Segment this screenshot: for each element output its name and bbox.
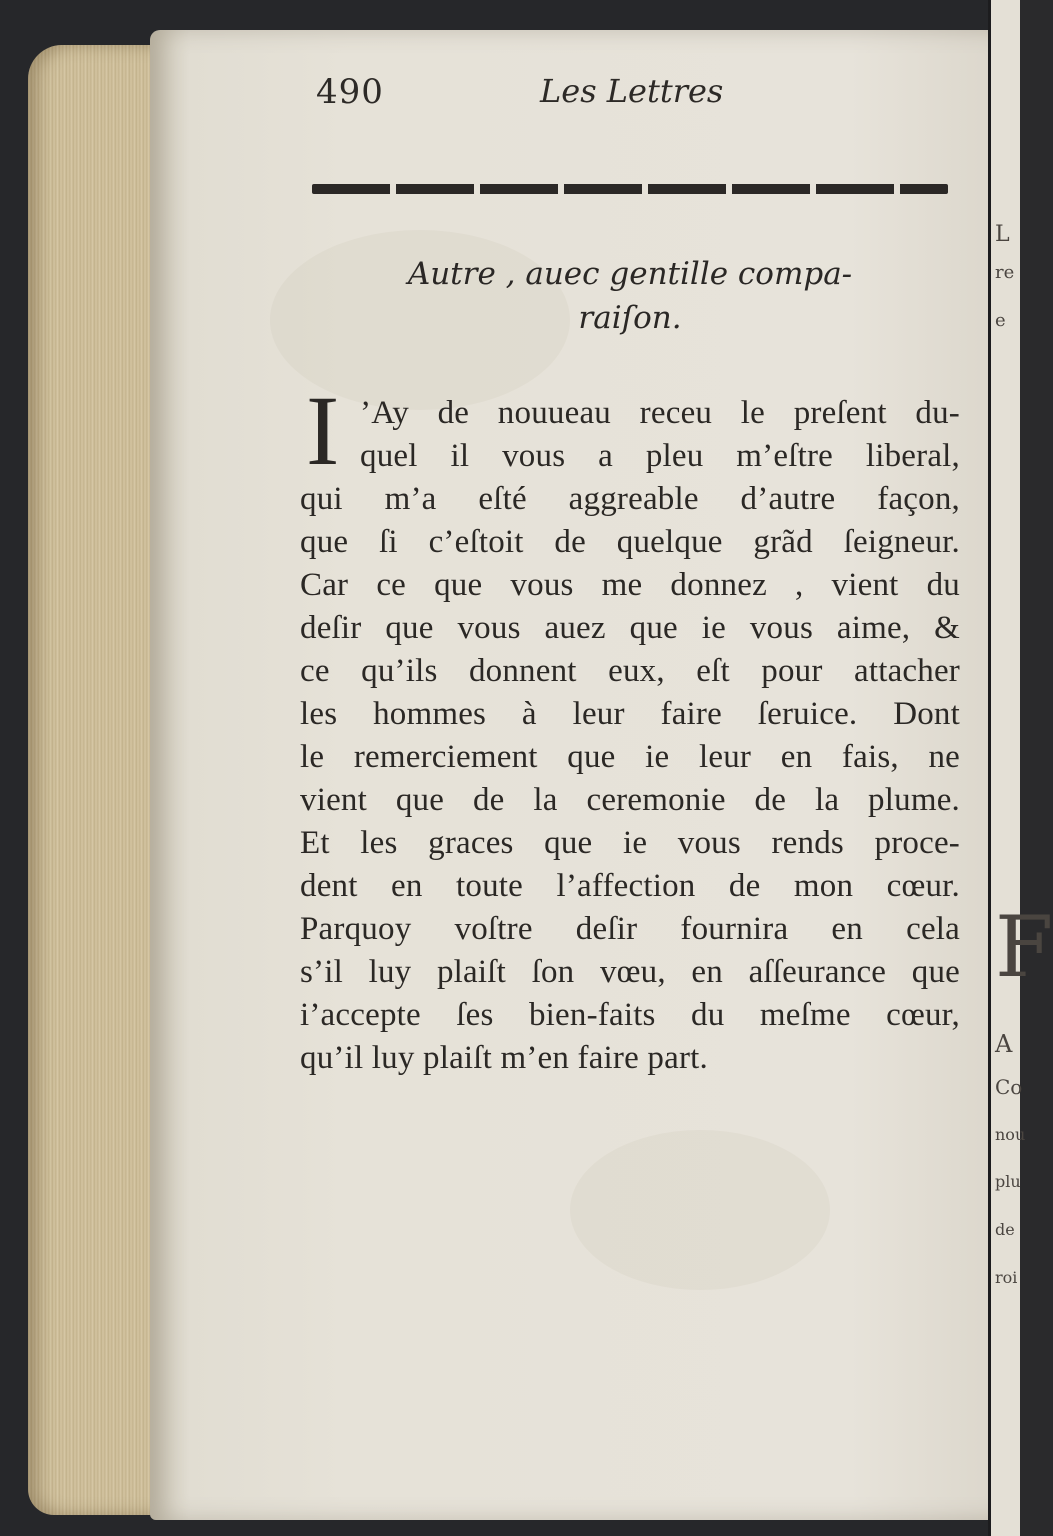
- running-title: Les Lettres: [540, 72, 724, 110]
- facing-fragment: plu: [995, 1172, 1021, 1191]
- text-line: i’accepte ſes bien-faits du meſme cœur,: [300, 997, 960, 1033]
- facing-fragment: L: [995, 222, 1010, 247]
- facing-fragment: F: [995, 898, 1053, 996]
- drop-cap: I: [306, 375, 340, 486]
- facing-fragment: Co: [995, 1075, 1023, 1099]
- text-line: les hommes à leur faire ſeruice. Dont: [300, 696, 960, 732]
- text-line: le remerciement que ie leur en fais, ne: [300, 739, 960, 775]
- letter-body: [300, 392, 960, 1080]
- text-line: que ſi c’eſtoit de quelque grãd ſeigneur.: [300, 524, 960, 560]
- text-line: Et les graces que ie vous rends proce-: [300, 825, 960, 861]
- text-line: vient que de la ceremonie de la plume.: [300, 782, 960, 818]
- text-line: qu’il luy plaiſt m’en faire part.: [300, 1040, 708, 1076]
- text-line: quel il vous a pleu m’eſtre liberal,: [360, 438, 960, 474]
- facing-fragment: roi: [995, 1268, 1018, 1287]
- facing-fragment: nou: [995, 1125, 1026, 1144]
- page-number: 490: [316, 72, 384, 112]
- paper-stain: [570, 1130, 830, 1290]
- heading-line: raiſon.: [578, 300, 682, 336]
- text-line: dent en toute l’affection de mon cœur.: [300, 868, 960, 904]
- text-line: ce qu’ils donnent eux, eſt pour attacher: [300, 653, 960, 689]
- text-line: Car ce que vous me donnez , vient du: [300, 567, 960, 603]
- text-line: deſir que vous auez que ie vous aime, &: [300, 610, 960, 646]
- facing-fragment: de: [995, 1220, 1015, 1239]
- facing-page-edge: [988, 0, 1053, 1536]
- facing-fragment: A: [995, 1030, 1013, 1058]
- facing-fragment: re: [995, 262, 1015, 283]
- text-line: Parquoy voſtre deſir fournira en cela: [300, 911, 960, 947]
- text-line: s’il luy plaiſt ſon vœu, en aſſeurance que: [300, 954, 960, 990]
- facing-fragment: e: [995, 310, 1006, 331]
- running-head: [310, 72, 730, 122]
- letter-heading: [300, 252, 960, 340]
- text-line: ’Ay de nouueau receu le preſent du-: [360, 395, 960, 431]
- text-line: qui m’a eſté aggreable d’autre façon,: [300, 481, 960, 517]
- heading-line: Autre , auec gentille compa-: [407, 256, 853, 292]
- ornamental-rule: [312, 184, 948, 194]
